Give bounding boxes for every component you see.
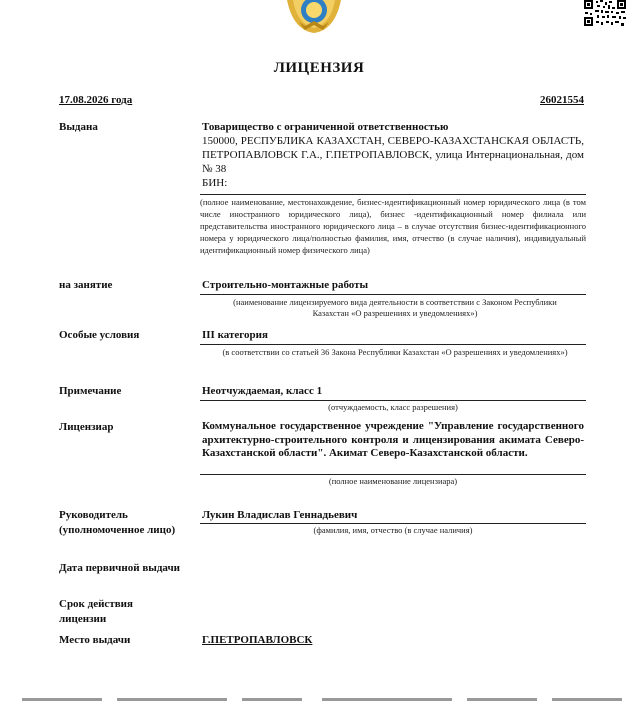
licensor-label: Лицензиар — [59, 421, 114, 433]
activity-divider — [200, 294, 586, 295]
conditions-label: Особые условия — [59, 329, 140, 341]
head-divider — [200, 523, 586, 524]
bottom-cut-text — [22, 690, 622, 696]
issue-date: 17.08.2026 года — [59, 94, 133, 106]
place-value: Г.ПЕТРОПАВЛОВСК — [202, 634, 313, 646]
issued-label: Выдана — [59, 121, 98, 133]
head-label-line1: Руководитель — [59, 509, 128, 521]
validity-label-line2: лицензии — [59, 613, 107, 625]
emblem-icon — [283, 0, 345, 34]
place-label: Место выдачи — [59, 634, 131, 646]
validity-label-line1: Срок действия — [59, 598, 133, 610]
issued-divider — [200, 194, 586, 195]
licensor-divider — [200, 474, 586, 475]
note-label: Примечание — [59, 385, 122, 397]
issued-bin: БИН: — [202, 177, 228, 189]
issued-address: 150000, РЕСПУБЛИКА КАЗАХСТАН, СЕВЕРО-КАЗАХСТАНСКАЯ ОБЛАСТЬ, ПЕТРОПАВЛОВСК Г.А., Г.ПЕТРОПАВЛОВСК, улица Интернациональная, дом № 38 — [202, 135, 584, 175]
note-divider — [200, 400, 586, 401]
activity-caption: (наименование лицензируемого вида деятельности в соответствии с Законом Республики Казахстан «О разрешениях и уведомлениях») — [233, 297, 557, 318]
note-caption: (отчуждаемость, класс разрешения) — [328, 402, 458, 412]
qr-code-icon — [583, 0, 627, 27]
head-label — [59, 508, 175, 538]
issued-caption: (полное наименование, местонахождение, бизнес-идентификационный номер юридического лица (в том числе иностранного юридического лица), бизнес -идентификационный номер филиала или представительства иностранного юридического лица – в случае отсутствия бизнес-идентификационного номера у юридического лица/полностью фамилия, имя, отчество (в случае наличия), индивидуальный идентификационный номер физического лица) — [200, 197, 586, 255]
qr-code — [583, 0, 627, 27]
first-issue-label: Дата первичной выдачи — [59, 562, 181, 574]
licensor-value: Коммунальное государственное учреждение "Управление государственного архитектурно-строительного контроля и лицензирования акимата Северо-Казахстанской области". Акимат Северо-Казахстанской области. — [202, 420, 584, 459]
state-emblem — [283, 0, 345, 34]
head-value: Лукин Владислав Геннадьевич — [202, 509, 358, 521]
document-title: ЛИЦЕНЗИЯ — [273, 60, 365, 76]
conditions-divider — [200, 344, 586, 345]
license-number: 26021554 — [540, 94, 584, 106]
activity-label: на занятие — [59, 279, 113, 291]
head-caption: (фамилия, имя, отчество (в случае наличия) — [313, 525, 473, 535]
activity-value: Строительно-монтажные работы — [202, 279, 369, 291]
dotted-strip-icon — [22, 697, 622, 703]
validity-label — [59, 597, 133, 627]
licensor-caption: (полное наименование лицензиара) — [328, 476, 458, 486]
note-value: Неотчуждаемая, класс 1 — [202, 385, 323, 397]
issued-org-name: Товарищество с ограниченной ответственностью — [202, 121, 449, 133]
conditions-caption: (в соответствии со статьей 36 Закона Республики Казахстан «О разрешениях и уведомлениях») — [222, 347, 568, 357]
head-label-line2: (уполномоченное лицо) — [59, 524, 176, 536]
conditions-value: III категория — [202, 329, 268, 341]
